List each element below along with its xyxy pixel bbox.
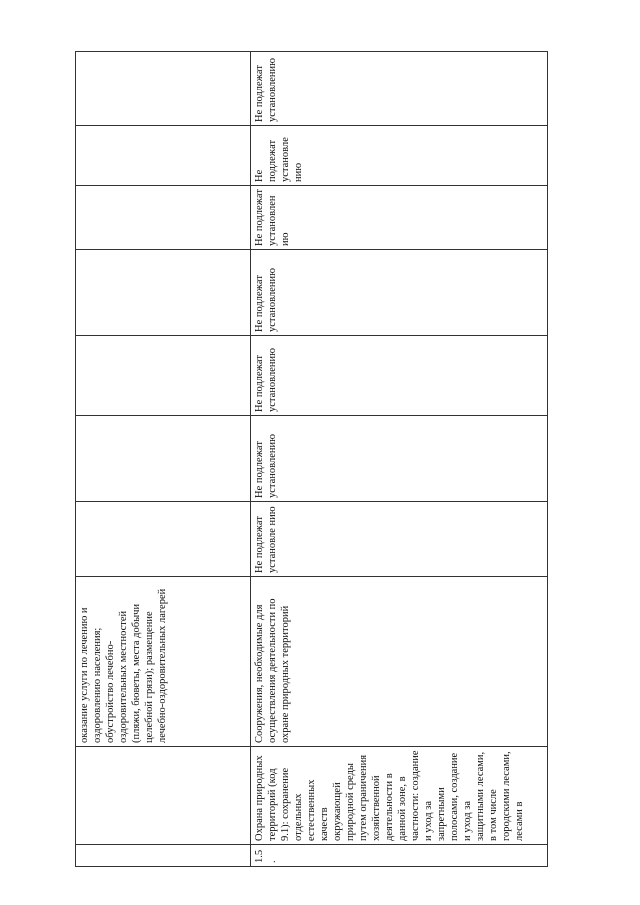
cell-use-name: Охрана природных территорий (код 9.1): сохранение отдельных естественных качеств окружающей природной среды путем ограничения хозяйственной деятельности в данной зоне, в частности: создание и уход за запретными полосами, создание и уход за защитными лесами, в том числе городскими лесами, лесами в bbox=[251, 747, 548, 845]
cell-value: Не подлежат установлению bbox=[251, 416, 548, 502]
cell-empty bbox=[76, 502, 251, 577]
cell-number-empty bbox=[76, 845, 251, 867]
cell-value: Не подлежат установлению bbox=[251, 250, 548, 336]
cell-name-empty bbox=[76, 747, 251, 845]
cell-empty bbox=[76, 250, 251, 336]
cell-use-description: Сооружения, необходимые для осуществления деятельности по охране природных территорий bbox=[251, 577, 548, 747]
cell-value: Не подлежат установлению bbox=[251, 52, 548, 126]
cell-description-continuation: оказание услуги по лечению и оздоровлению населения; обустройство лечебно-оздоровительных местностей (пляжи, бюветы, места добычи целебной грязи); размещение лечебно-оздоровительных лагерей bbox=[76, 577, 251, 747]
table-row bbox=[251, 52, 548, 867]
rotated-table-wrapper bbox=[75, 52, 537, 867]
cell-value: Не подлежат установлен ию bbox=[251, 186, 548, 250]
cell-row-number: 1.5. bbox=[251, 845, 548, 867]
cell-empty bbox=[76, 52, 251, 126]
cell-empty bbox=[76, 126, 251, 186]
cell-value: Не подлежат установле нию bbox=[251, 502, 548, 577]
cell-empty bbox=[76, 336, 251, 416]
cell-empty bbox=[76, 416, 251, 502]
cell-empty bbox=[76, 186, 251, 250]
cell-value: Не подлежат установлению bbox=[251, 336, 548, 416]
table-row bbox=[76, 52, 251, 867]
zoning-regulations-table bbox=[75, 51, 548, 867]
cell-value: Не подлежат установле нию bbox=[251, 126, 548, 186]
